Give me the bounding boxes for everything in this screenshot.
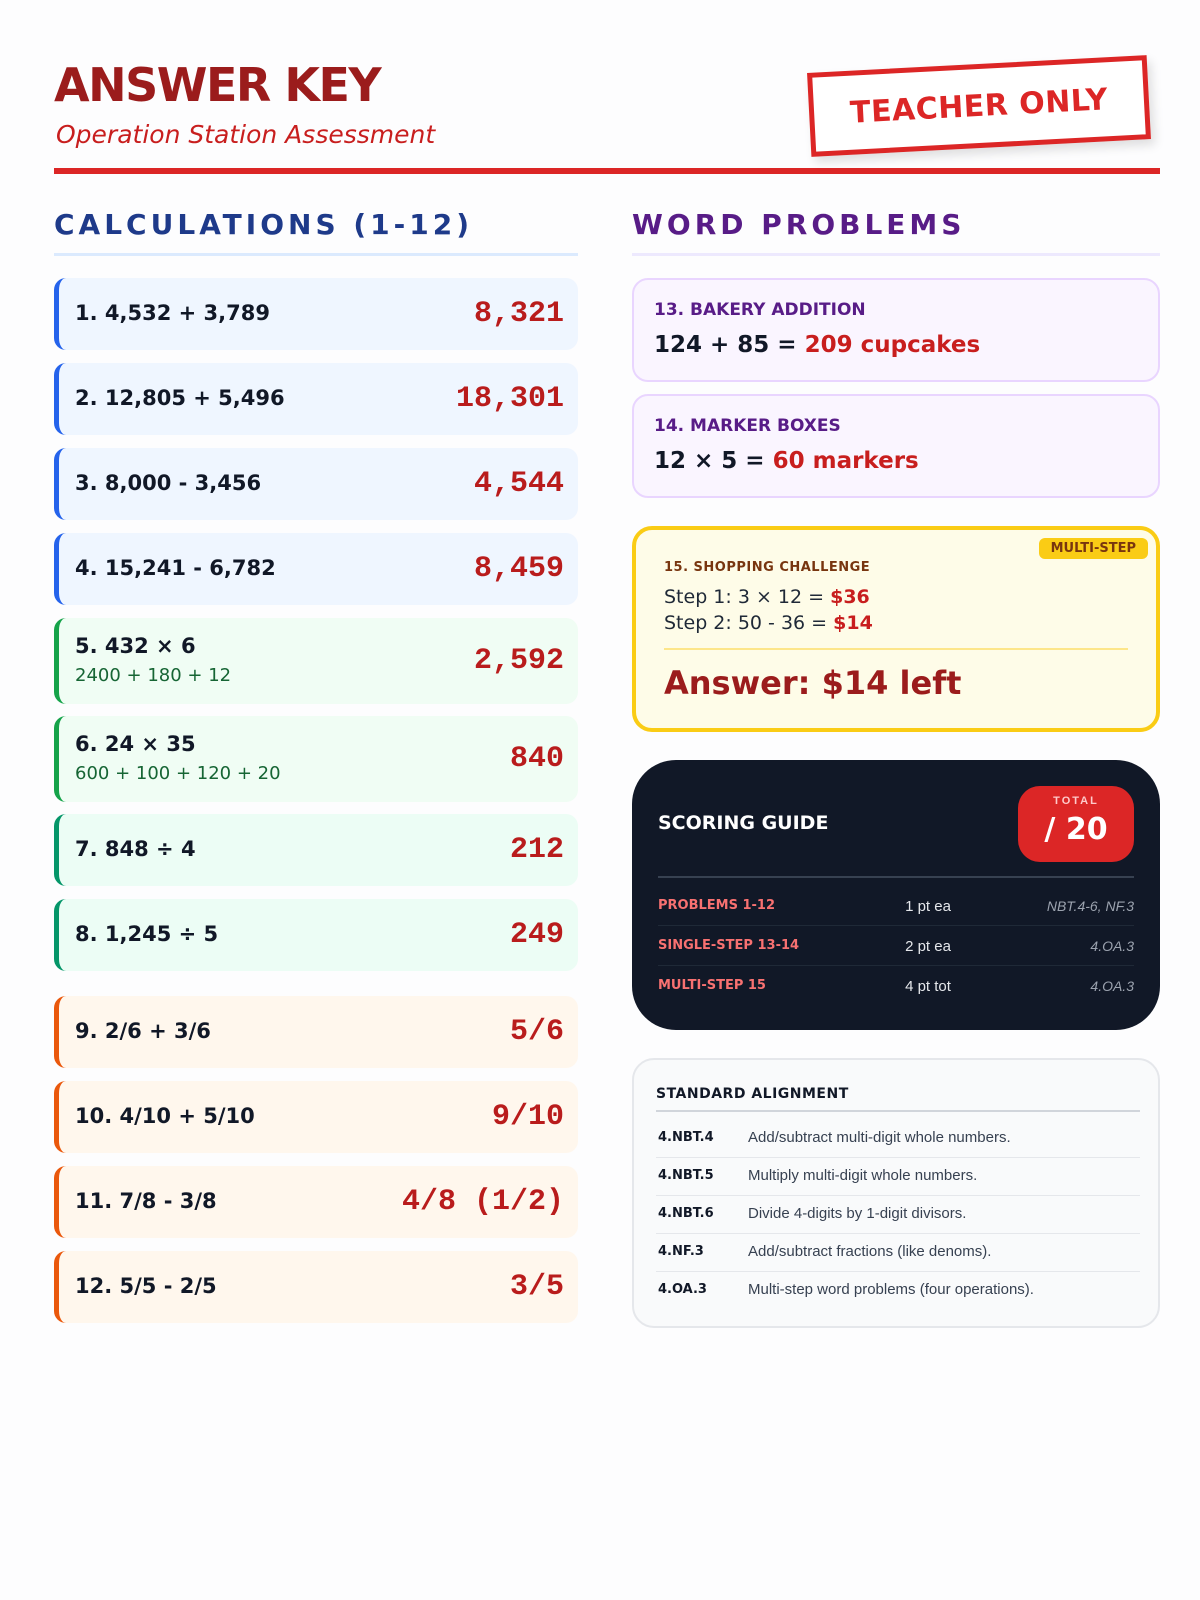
standard-description: Multi-step word problems (four operations). [748,1281,1034,1298]
standard-code: 4.NBT.4 [658,1130,714,1145]
scoring-category: MULTI-STEP 15 [658,978,766,993]
standard-code: 4.OA.3 [658,1282,707,1297]
scoring-points: 4 pt tot [905,978,951,995]
scoring-row [658,966,1134,1006]
standard-code: 4.NBT.6 [658,1206,714,1221]
calc-answer: 212 [509,833,564,867]
total-value: / 20 [1044,812,1108,847]
calc-item-6 [54,716,578,802]
scoring-standards: 4.OA.3 [1090,978,1134,994]
calc-answer: 8,459 [473,552,564,586]
calc-item-5 [54,618,578,704]
calc-answer: 4,544 [473,467,564,501]
standard-description: Add/subtract multi-digit whole numbers. [748,1129,1011,1146]
scoring-guide-title: SCORING GUIDE [658,812,829,834]
page-header [54,54,1160,174]
standard-row [656,1158,1140,1196]
teacher-only-stamp [807,55,1151,157]
scoring-points: 2 pt ea [905,938,951,955]
multi-step-answer: Answer: $14 left [664,664,962,702]
calc-question: 3. 8,000 - 3,456 [75,471,262,495]
total-score-badge [1018,786,1134,862]
calc-item-11 [54,1166,578,1238]
step-2-text: Step 2: 50 - 36 = [664,612,828,634]
scoring-category: SINGLE-STEP 13-14 [658,938,800,953]
standard-row [656,1272,1140,1310]
equation-answer: 60 markers [772,448,919,474]
step-2 [664,612,873,634]
word-problem-label: 13. BAKERY ADDITION [654,300,866,320]
word-problem-13 [632,278,1160,382]
page-title: ANSWER KEY [54,58,381,112]
scoring-guide [632,760,1160,1030]
calc-answer: 5/6 [509,1015,564,1049]
step-1-text: Step 1: 3 × 12 = [664,586,825,608]
standard-description: Add/subtract fractions (like denoms). [748,1243,992,1260]
word-problems-heading: WORD PROBLEMS [632,208,1160,256]
calc-item-9 [54,996,578,1068]
calc-answer: 3/5 [509,1270,564,1304]
word-problem-equation [654,332,980,358]
scoring-standards: NBT.4-6, NF.3 [1046,898,1134,914]
word-problem-equation [654,448,919,474]
step-1 [664,586,870,608]
calc-question: 2. 12,805 + 5,496 [75,386,285,410]
calc-question: 6. 24 × 35 [75,732,196,756]
calc-answer: 18,301 [455,382,564,416]
multi-step-label: 15. SHOPPING CHALLENGE [664,560,871,575]
standard-row [656,1120,1140,1158]
calc-item-3 [54,448,578,520]
page-subtitle: Operation Station Assessment [56,120,436,149]
calc-item-7 [54,814,578,886]
step-2-value: $14 [833,612,873,634]
word-problem-label: 14. MARKER BOXES [654,416,841,436]
scoring-row [658,926,1134,966]
calc-question: 9. 2/6 + 3/6 [75,1019,211,1043]
calc-item-10 [54,1081,578,1153]
calc-item-2 [54,363,578,435]
divider [664,648,1128,650]
scoring-category: PROBLEMS 1-12 [658,898,776,913]
standard-alignment-title: STANDARD ALIGNMENT [656,1086,1140,1112]
calculations-heading: CALCULATIONS (1-12) [54,208,578,256]
multi-step-problem-15 [632,526,1160,732]
equation-text: 124 + 85 = [654,332,797,358]
calc-answer: 2,592 [473,644,564,678]
calc-item-4 [54,533,578,605]
scoring-row [658,886,1134,926]
calc-question: 10. 4/10 + 5/10 [75,1104,255,1128]
calc-item-1 [54,278,578,350]
standard-description: Multiply multi-digit whole numbers. [748,1167,978,1184]
standard-code: 4.NBT.5 [658,1168,714,1183]
step-1-value: $36 [830,586,870,608]
calc-question: 11. 7/8 - 3/8 [75,1189,217,1213]
equation-answer: 209 cupcakes [804,332,981,358]
multi-step-badge: MULTI-STEP [1039,538,1148,559]
standard-row [656,1196,1140,1234]
scoring-points: 1 pt ea [905,898,951,915]
equation-text: 12 × 5 = [654,448,765,474]
calc-item-12 [54,1251,578,1323]
standard-row [656,1234,1140,1272]
calc-question: 1. 4,532 + 3,789 [75,301,270,325]
calc-question: 12. 5/5 - 2/5 [75,1274,217,1298]
standard-alignment [632,1058,1160,1328]
calc-question: 8. 1,245 ÷ 5 [75,922,219,946]
scoring-standards: 4.OA.3 [1090,938,1134,954]
calc-answer: 840 [509,742,564,776]
calc-answer: 249 [509,918,564,952]
calc-hint: 2400 + 180 + 12 [75,665,232,686]
calc-hint: 600 + 100 + 120 + 20 [75,763,281,784]
word-problem-14 [632,394,1160,498]
stamp-text: TEACHER ONLY [849,81,1109,131]
standard-description: Divide 4-digits by 1-digit divisors. [748,1205,967,1222]
calc-item-8 [54,899,578,971]
calc-answer: 8,321 [473,297,564,331]
calc-question: 5. 432 × 6 [75,634,196,658]
calc-question: 7. 848 ÷ 4 [75,837,196,861]
total-label: TOTAL [1053,795,1099,807]
calc-answer: 9/10 [491,1100,564,1134]
divider [658,876,1134,878]
standard-code: 4.NF.3 [658,1244,704,1259]
calc-answer: 4/8 (1/2) [401,1185,564,1219]
calc-question: 4. 15,241 - 6,782 [75,556,276,580]
